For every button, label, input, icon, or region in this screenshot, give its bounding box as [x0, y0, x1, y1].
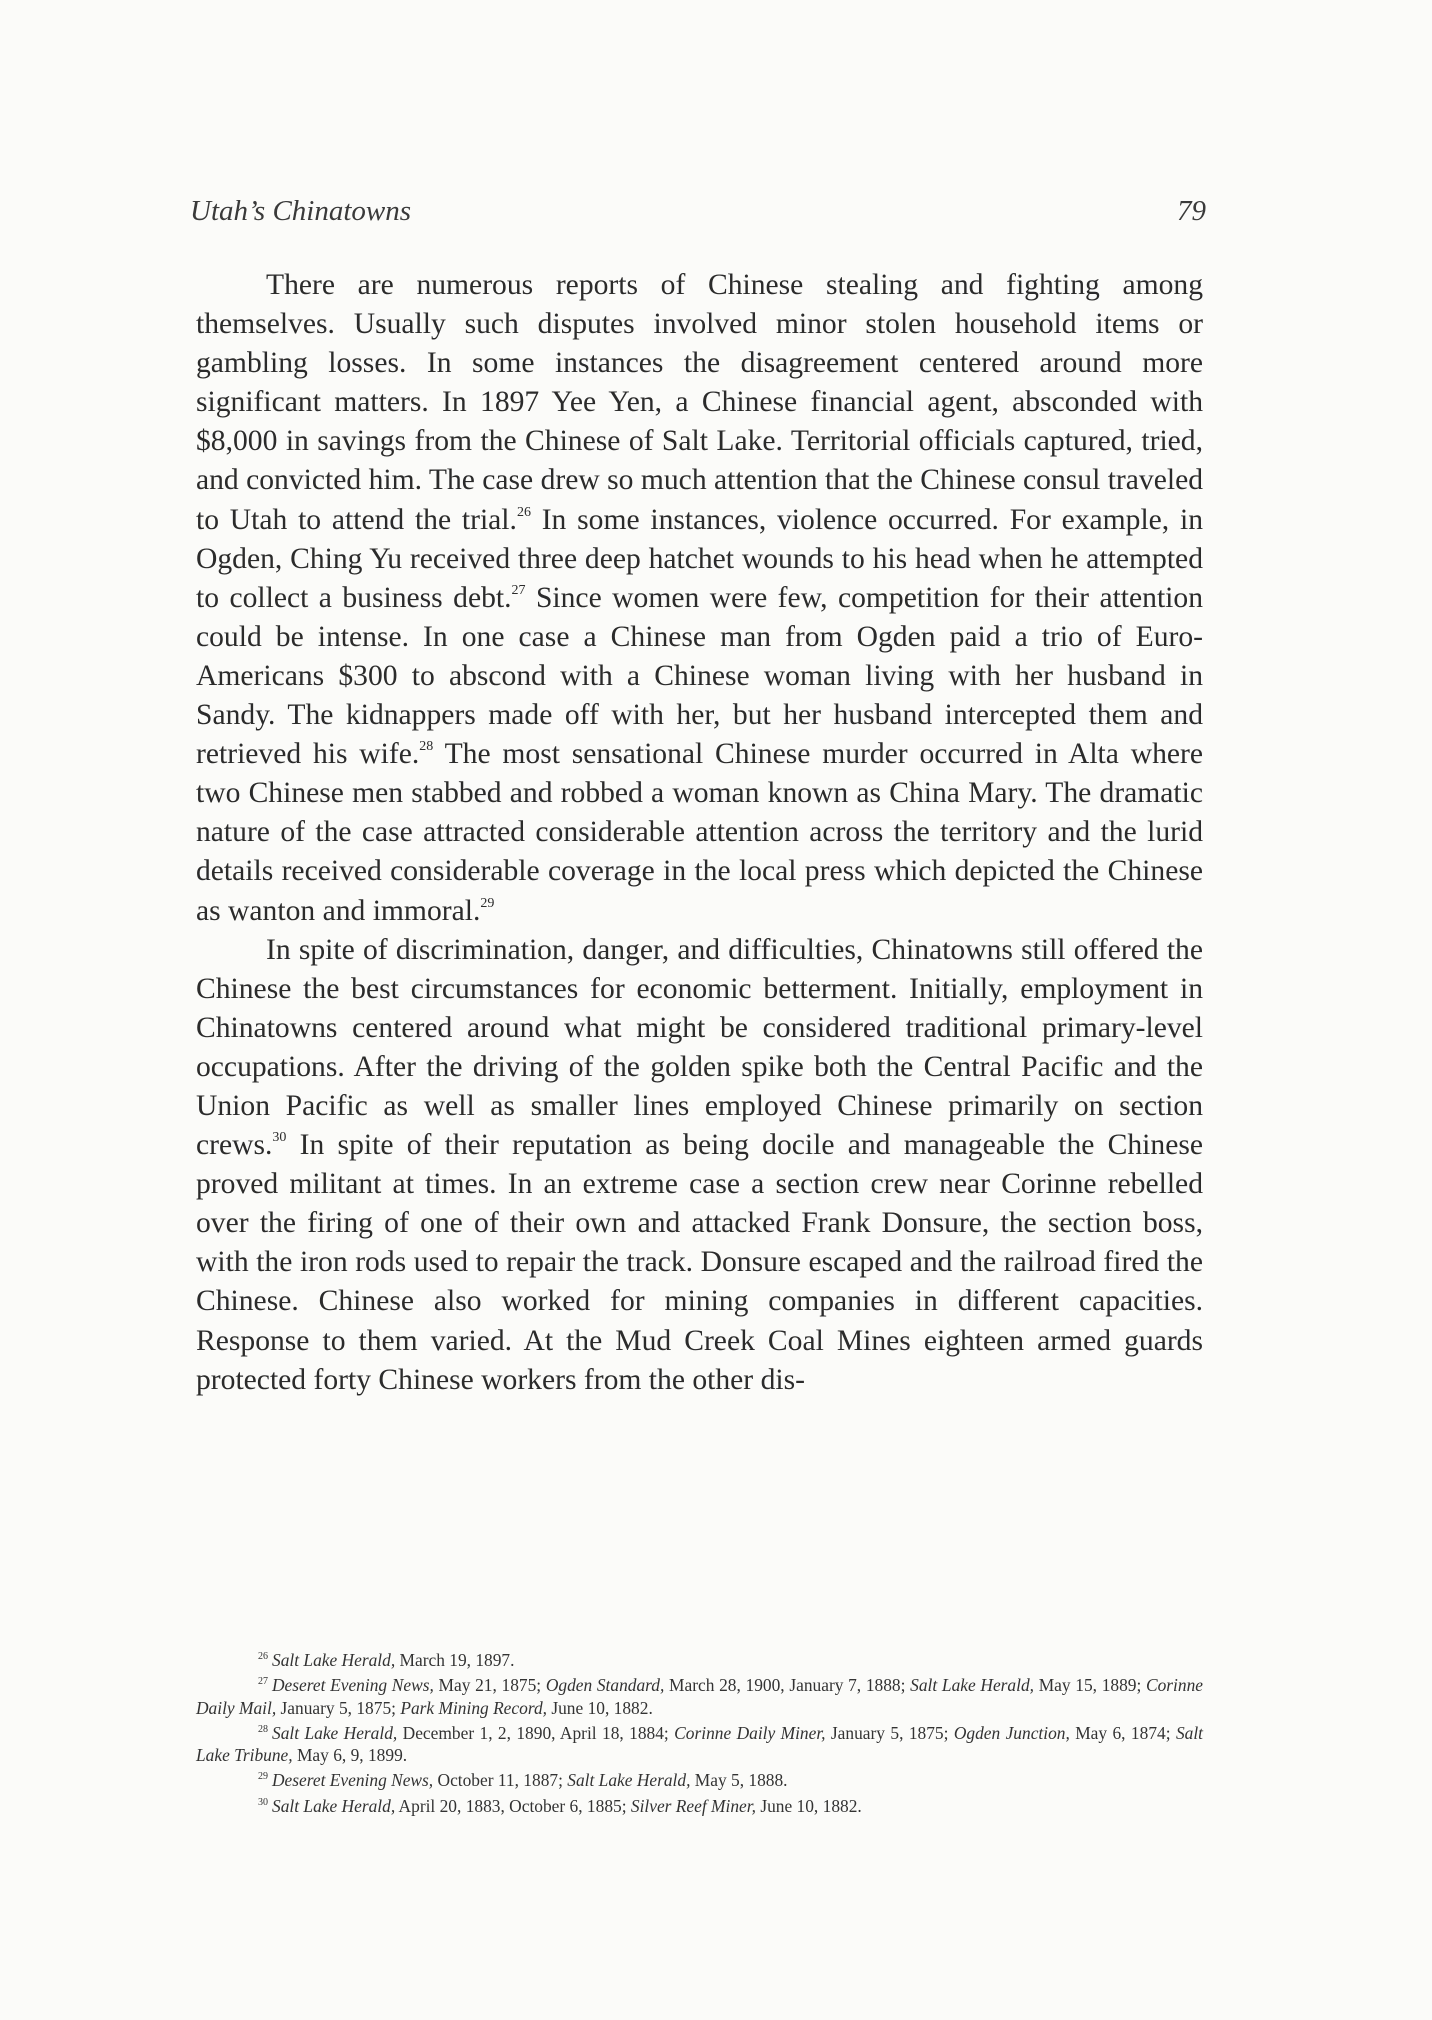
source-title: Corinne Daily Mail,	[196, 1675, 1204, 1718]
footnote-reference: 26	[516, 504, 531, 520]
running-title: Utah’s Chinatowns	[190, 195, 412, 227]
citation-text: May 21, 1875;	[433, 1675, 546, 1696]
footnote-28	[196, 1722, 1203, 1767]
source-title: Corinne Daily Miner,	[674, 1722, 826, 1743]
citation-text: May 6, 1874;	[1069, 1722, 1176, 1743]
text-run: The most sensational Chinese murder occurred in Alta where two Chinese men stabbed and robbed a woman known as China Mary. The dramatic nature of the case attracted considerable attention across the territory and the lurid details received considerable coverage in the local press which depicted the Chinese as wanton and immoral.	[196, 738, 1204, 927]
source-title: Ogden Standard,	[545, 1675, 665, 1696]
citation-text: May 6, 9, 1899.	[292, 1745, 408, 1766]
running-header	[190, 195, 1206, 235]
footnote-reference: 27	[511, 582, 526, 598]
citation-text: March 28, 1900, January 7, 1888;	[664, 1675, 911, 1696]
citation-text: January 5, 1875;	[276, 1697, 401, 1718]
page-number: 79	[1177, 195, 1206, 227]
body-text	[196, 266, 1203, 1400]
source-title: Ogden Junction,	[953, 1722, 1070, 1743]
footnote-reference: 29	[480, 895, 495, 911]
footnote-reference: 28	[419, 739, 434, 755]
text-run: In spite of discrimination, danger, and difficulties, Chinatowns still offered the Chinese the best circumstances for economic betterment. Initially, employment in Chinatowns centered around what might be considered traditional primary-level occupations. After the driving of the golden spike both the Central Pacific and the Union Pacific as well as smaller lines employed Chinese primarily on section crews.	[196, 933, 1203, 1162]
source-title: Park Mining Record,	[400, 1697, 547, 1718]
footnote-mark: 28	[258, 1723, 268, 1735]
text-run: Since women were few, competition for their attention could be intense. In one case a Chinese man from Ogden paid a trio of Euro-Americans $300 to abscond with a Chinese woman living with her husband in Sandy. The kidnappers made off with her, but her husband intercepted them and retrieved his wife.	[196, 581, 1204, 771]
source-title: Salt Lake Herald,	[272, 1795, 396, 1816]
source-title: Deseret Evening News,	[272, 1770, 434, 1791]
footnote-reference: 30	[272, 1130, 287, 1146]
source-title: Salt Lake Herald,	[272, 1722, 398, 1743]
footnote-29	[196, 1769, 1203, 1791]
text-run: In some instances, violence occurred. For example, in Ogden, Ching Yu received three deep hatchet wounds to his head when he attempted to collect a business debt.	[196, 503, 1203, 614]
citation-text: January 5, 1875;	[825, 1722, 954, 1743]
source-title: Salt Lake Herald,	[272, 1650, 396, 1670]
source-title: Deseret Evening News,	[272, 1675, 434, 1696]
citation-text: May 5, 1888.	[690, 1770, 788, 1791]
citation-text: June 10, 1882.	[547, 1697, 653, 1718]
text-run: In spite of their reputation as being docile and manageable the Chinese proved militant at times. In an extreme case a section crew near Corinne rebelled over the firing of one of their own and attacked Frank Donsure, the section boss, with the iron rods used to repair the track. Donsure escaped and the railroad fired the Chinese. Chinese also worked for mining companies in different capacities. Response to them varied. At the Mud Creek Coal Mines eighteen armed guards protected forty Chinese workers from the other dis-	[196, 1129, 1203, 1396]
footnote-26	[196, 1649, 1203, 1671]
footnote-30	[196, 1795, 1203, 1817]
footnote-27	[196, 1674, 1203, 1719]
source-title: Salt Lake Tribune,	[196, 1722, 1203, 1766]
citation-text: April 20, 1883, October 6, 1885;	[395, 1795, 631, 1816]
citation-text: May 15, 1889;	[1034, 1675, 1146, 1696]
paragraph	[196, 931, 1203, 1400]
source-title: Salt Lake Herald,	[567, 1770, 691, 1791]
citation-text: October 11, 1887;	[433, 1770, 568, 1791]
footnote-mark: 29	[258, 1771, 268, 1783]
footnote-mark: 26	[258, 1651, 268, 1662]
citation-text: December 1, 2, 1890, April 18, 1884;	[397, 1722, 675, 1743]
source-title: Salt Lake Herald,	[910, 1675, 1035, 1696]
footnotes	[196, 1649, 1203, 1820]
paragraph	[196, 266, 1203, 931]
footnote-mark: 30	[258, 1796, 268, 1808]
citation-text: June 10, 1882.	[755, 1795, 862, 1816]
text-run: There are numerous reports of Chinese stealing and fighting among themselves. Usually such disputes involved minor stolen household items or gambling losses. In some instances the disagreement centered around more significant matters. In 1897 Yee Yen, a Chinese financial agent, absconded with $8,000 in savings from the Chinese of Salt Lake. Territorial officials captured, tried, and convicted him. The case drew so much attention that the Chinese consul traveled to Utah to attend the trial.	[196, 269, 1203, 536]
footnote-mark: 27	[258, 1676, 268, 1688]
citation-text: March 19, 1897.	[395, 1650, 515, 1670]
source-title: Silver Reef Miner,	[630, 1795, 756, 1816]
